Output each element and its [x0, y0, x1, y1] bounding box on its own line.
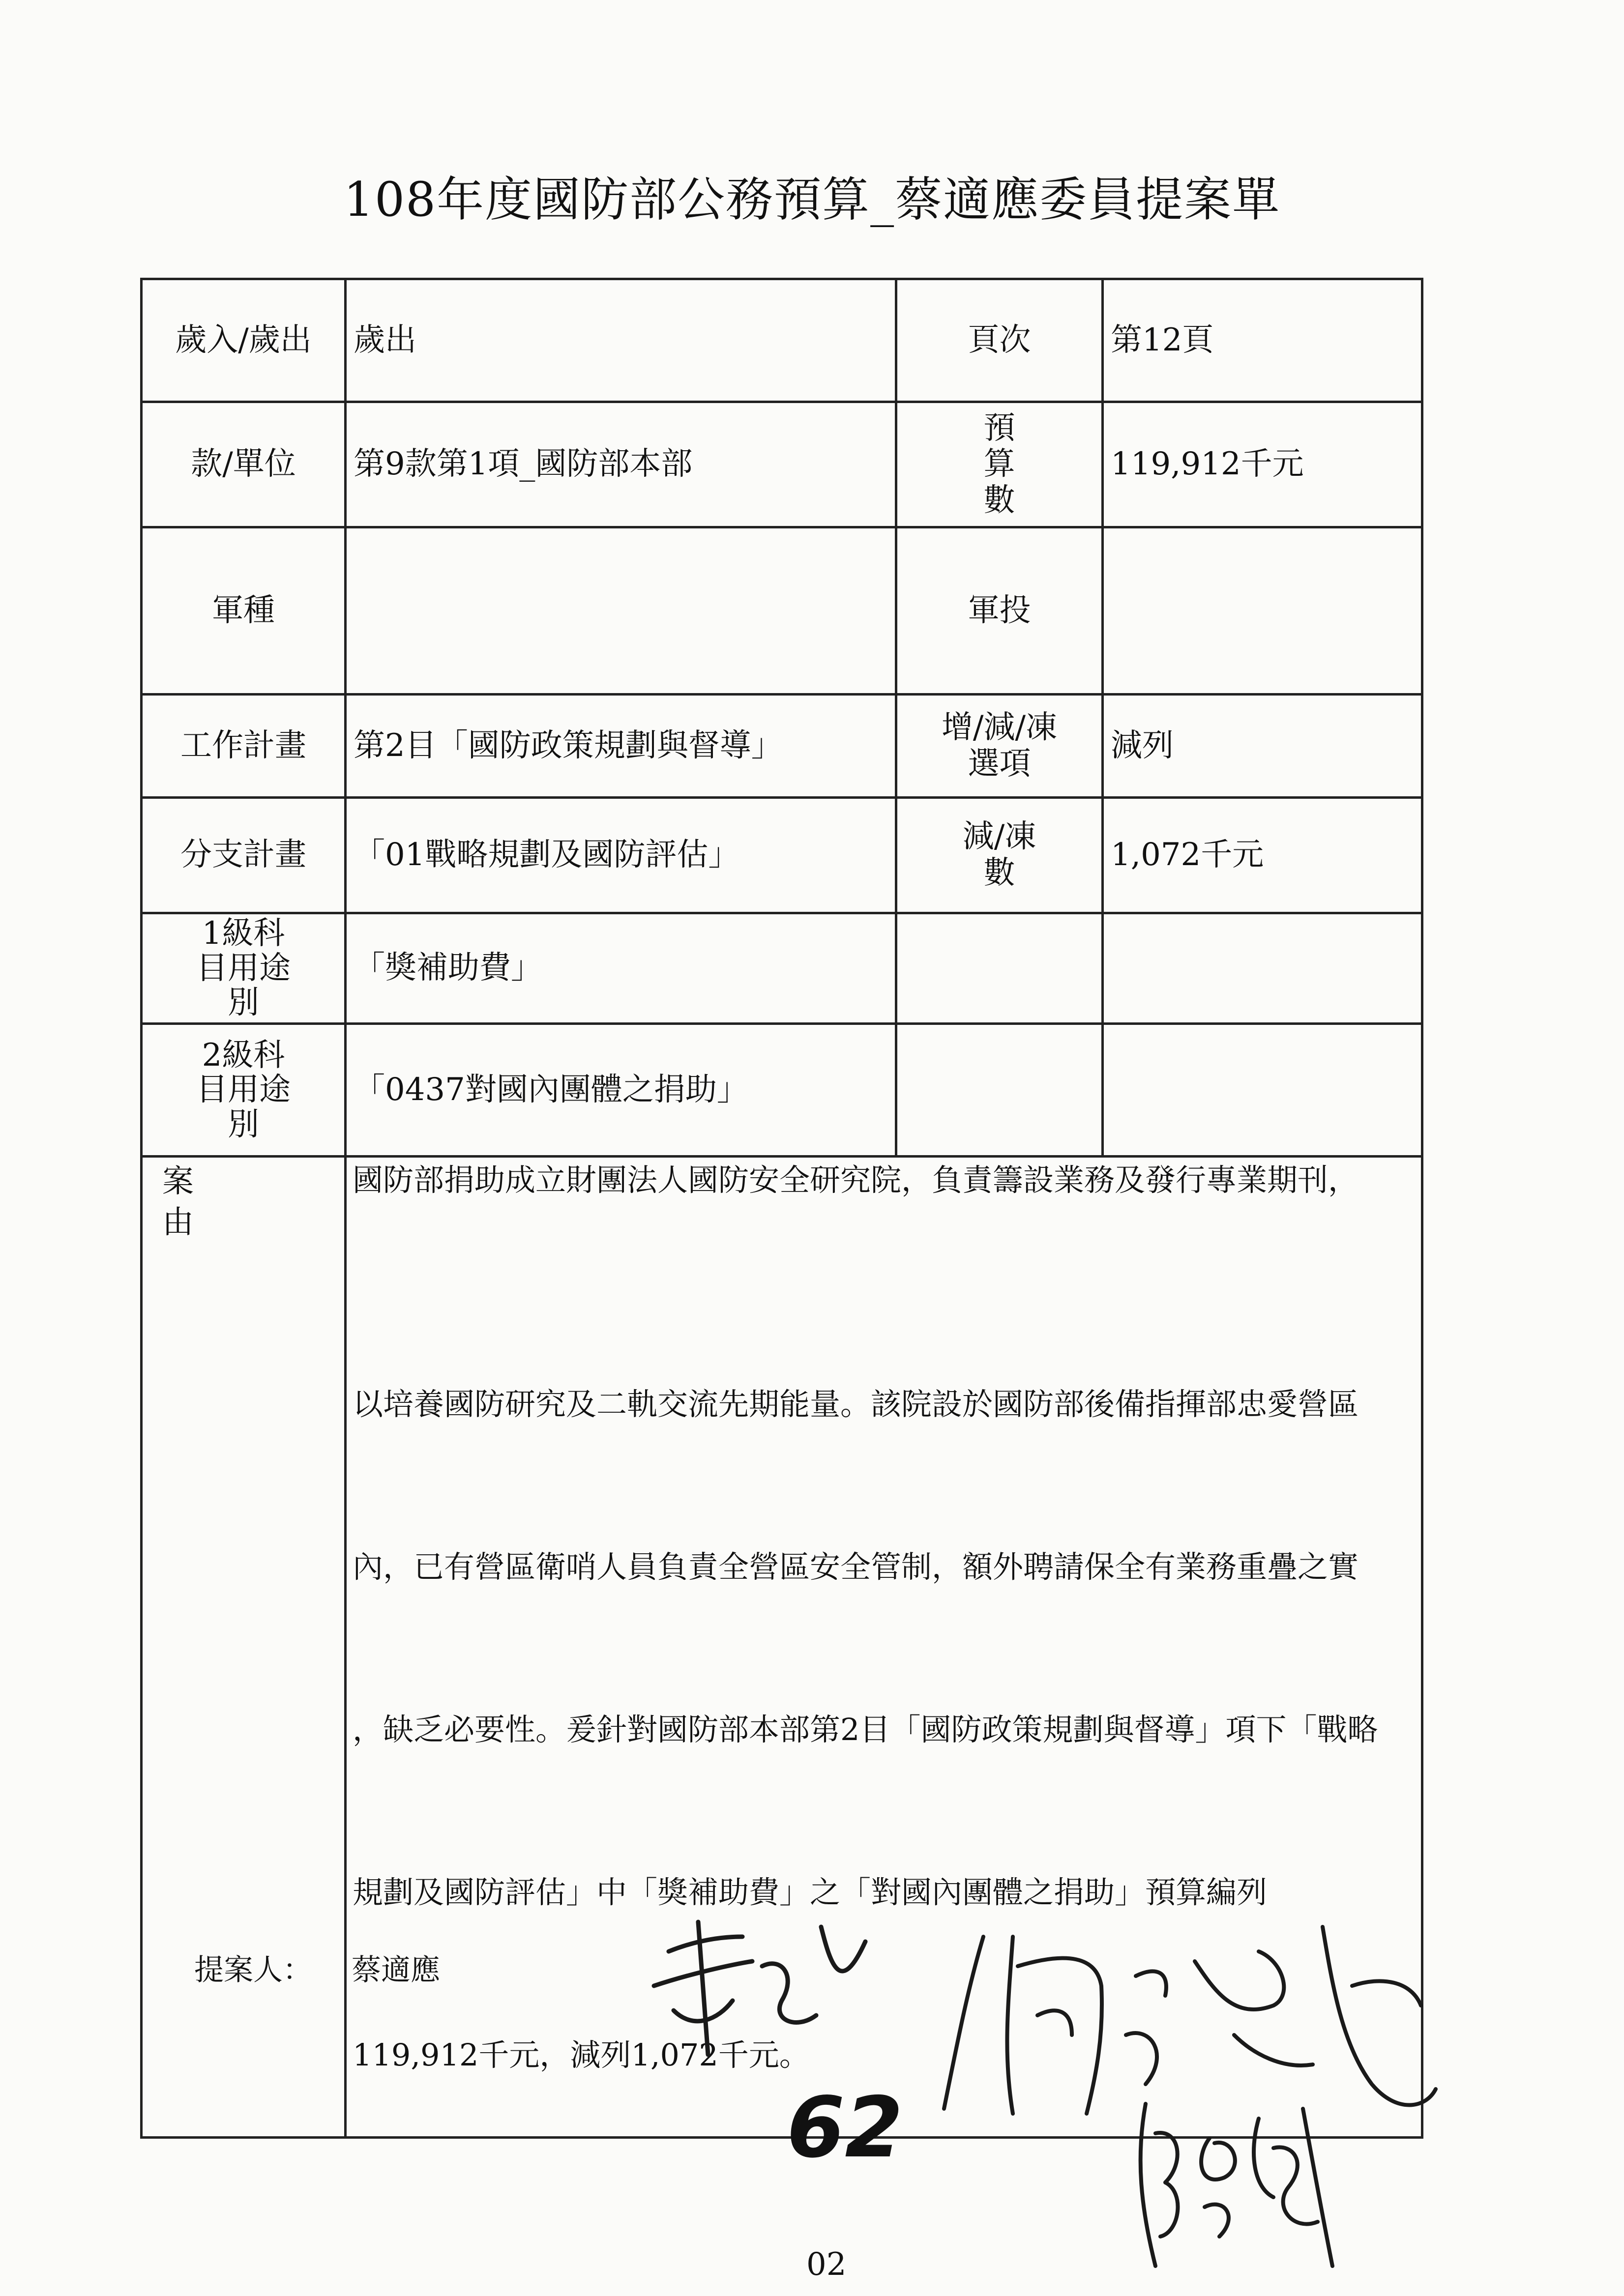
table-row	[142, 798, 1422, 913]
row-label-2	[896, 695, 1103, 798]
reason-label	[142, 1157, 346, 2138]
proposer-name: 蔡適應	[352, 1953, 440, 1987]
row-value-2: 119,912千元	[1103, 402, 1422, 527]
row-label-2	[896, 798, 1103, 913]
row-label-2-text: 預算數	[983, 409, 1015, 519]
reason-line: 國防部捐助成立財團法人國防安全研究院，負責籌設業務及發行專業期刊，	[353, 1162, 1359, 1198]
row-value-2	[1103, 527, 1422, 695]
row-value-2: 第12頁	[1103, 279, 1422, 402]
proposal-form-table	[140, 278, 1423, 2139]
table-row	[142, 913, 1422, 1024]
handwritten-signature-3	[1126, 2089, 1342, 2276]
reason-line: ，缺乏必要性。爰針對國防部本部第2目「國防政策規劃與督導」項下「戰略	[353, 1712, 1378, 1747]
reason-label-text: 案由	[162, 1163, 282, 1241]
row-label-2-text: 減/凍數	[962, 818, 1036, 891]
reason-line: 以培養國防研究及二軌交流先期能量。該院設於國防部後備指揮部忠愛營區	[353, 1386, 1359, 1422]
row-value-2: 1,072千元	[1103, 798, 1422, 913]
proposer-label: 提案人：	[194, 1953, 312, 1987]
row-label	[142, 1024, 346, 1157]
row-value: 「0437對國內團體之捐助」	[346, 1024, 896, 1157]
page-title: 108年度國防部公務預算_蔡適應委員提案單	[343, 172, 1281, 227]
proposer-line	[194, 1947, 440, 1989]
row-label-2	[896, 1024, 1103, 1157]
page-number: 02	[806, 2246, 847, 2283]
row-label-text: 2級科目用途別	[196, 1037, 291, 1143]
row-value	[346, 527, 896, 695]
table-row	[142, 402, 1422, 527]
row-label-text: 1級科目用途別	[196, 915, 291, 1021]
row-value-2	[1103, 913, 1422, 1024]
row-label-2: 軍投	[896, 527, 1103, 695]
row-label: 工作計畫	[142, 695, 346, 798]
row-value: 第2目「國防政策規劃與督導」	[346, 695, 896, 798]
row-label: 歲入/歲出	[142, 279, 346, 402]
row-label: 軍種	[142, 527, 346, 695]
row-value: 「獎補助費」	[346, 913, 896, 1024]
handwritten-page-number: 62	[787, 2079, 903, 2177]
row-label: 分支計畫	[142, 798, 346, 913]
handwritten-signature-1	[634, 1907, 870, 2069]
row-value: 「01戰略規劃及國防評估」	[346, 798, 896, 913]
table-row	[142, 1024, 1422, 1157]
row-label: 款/單位	[142, 402, 346, 527]
row-label-2: 頁次	[896, 279, 1103, 402]
reason-line: 內，已有營區衛哨人員負責全營區安全管制，額外聘請保全有業務重疊之實	[353, 1549, 1359, 1585]
row-label-2-text: 增/減/凍選項	[941, 709, 1058, 782]
table-row	[142, 695, 1422, 798]
row-value-2: 減列	[1103, 695, 1422, 798]
table-row	[142, 527, 1422, 695]
row-value: 歲出	[346, 279, 896, 402]
reason-line: 規劃及國防評估」中「獎補助費」之「對國內團體之捐助」預算編列	[353, 1874, 1268, 1910]
table-row	[142, 279, 1422, 402]
row-value: 第9款第1項_國防部本部	[346, 402, 896, 527]
row-label-2	[896, 402, 1103, 527]
row-label	[142, 913, 346, 1024]
row-label-2	[896, 913, 1103, 1024]
row-value-2	[1103, 1024, 1422, 1157]
reason-line: 119,912千元，減列1,072千元。	[353, 2037, 810, 2073]
